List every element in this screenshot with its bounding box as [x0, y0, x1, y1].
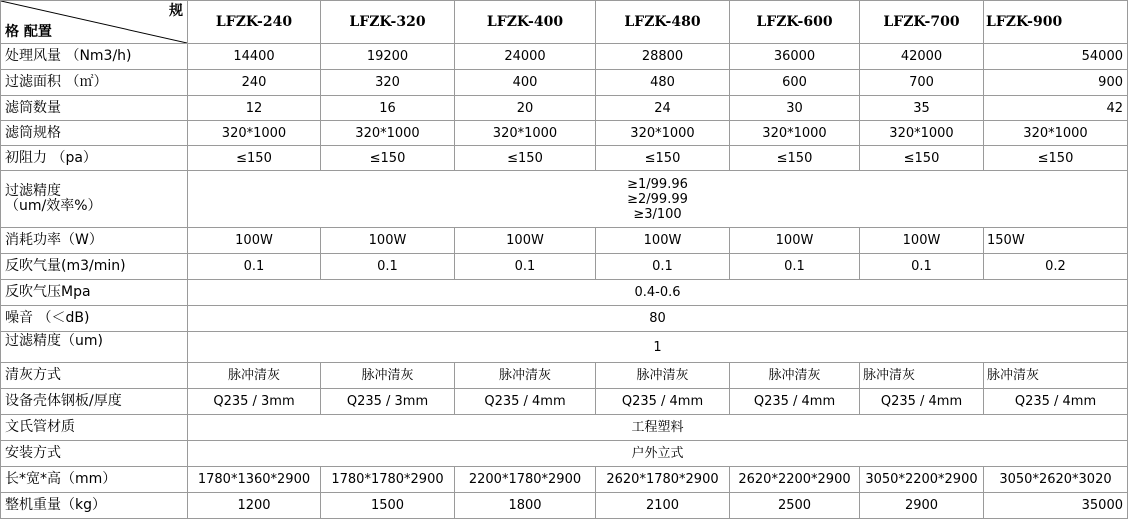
table-cell: 100W: [321, 228, 455, 254]
table-row: [1, 121, 1128, 146]
table-cell: ≤150: [860, 146, 984, 171]
table-cell: 54000: [984, 44, 1128, 70]
table-row: [1, 96, 1128, 121]
table-cell: 脉冲清灰: [596, 363, 730, 389]
table-cell: 28800: [596, 44, 730, 70]
table-cell: 2200*1780*2900: [455, 467, 596, 493]
table-cell: 320*1000: [321, 121, 455, 146]
table-cell: ≤150: [596, 146, 730, 171]
table-cell: 100W: [860, 228, 984, 254]
table-cell: 100W: [596, 228, 730, 254]
table-cell: ≤150: [455, 146, 596, 171]
row-label: 处理风量 （Nm3/h): [1, 44, 188, 70]
table-cell: Q235 / 4mm: [596, 389, 730, 415]
table-cell: 30: [730, 96, 860, 121]
table-cell: 0.2: [984, 254, 1128, 280]
merged-cell: 0.4-0.6: [188, 280, 1128, 306]
table-cell: 1780*1780*2900: [321, 467, 455, 493]
table-row: [1, 280, 1128, 306]
table-cell: 700: [860, 70, 984, 96]
merged-line: ≥2/99.99: [627, 191, 688, 207]
table-row: [1, 44, 1128, 70]
table-cell: ≤150: [321, 146, 455, 171]
model-header: LFZK-900: [984, 1, 1128, 44]
row-label: 滤筒数量: [1, 96, 188, 121]
table-cell: 24000: [455, 44, 596, 70]
table-cell: 42000: [860, 44, 984, 70]
table-cell: 100W: [455, 228, 596, 254]
model-header: LFZK-480: [596, 1, 730, 44]
row-label: 过滤精度（um): [1, 332, 188, 363]
table-cell: 320*1000: [860, 121, 984, 146]
table-cell: Q235 / 3mm: [321, 389, 455, 415]
table-row: [1, 467, 1128, 493]
table-cell: ≤150: [730, 146, 860, 171]
table-cell: 1800: [455, 493, 596, 519]
table-cell: 35000: [984, 493, 1128, 519]
table-cell: 16: [321, 96, 455, 121]
table-cell: 脉冲清灰: [455, 363, 596, 389]
table-cell: 320*1000: [455, 121, 596, 146]
table-cell: 12: [188, 96, 321, 121]
merged-cell: [188, 171, 1128, 228]
table-cell: 2900: [860, 493, 984, 519]
row-label: 整机重量（kg）: [1, 493, 188, 519]
table-cell: ≤150: [984, 146, 1128, 171]
row-label: [1, 171, 188, 228]
table-cell: 320*1000: [730, 121, 860, 146]
table-cell: 2620*1780*2900: [596, 467, 730, 493]
row-label: 过滤面积 （㎡）: [1, 70, 188, 96]
table-cell: 600: [730, 70, 860, 96]
row-label: 长*宽*高（mm）: [1, 467, 188, 493]
table-cell: 150W: [984, 228, 1128, 254]
table-cell: 2100: [596, 493, 730, 519]
corner-bottom-label: 格 配置: [5, 24, 52, 40]
table-cell: 脉冲清灰: [984, 363, 1128, 389]
corner-top-label: 规: [169, 3, 183, 19]
table-cell: 100W: [730, 228, 860, 254]
model-header: LFZK-700: [860, 1, 984, 44]
table-cell: Q235 / 4mm: [860, 389, 984, 415]
merged-cell: 工程塑料: [188, 415, 1128, 441]
table-row: [1, 332, 1128, 363]
table-cell: 320*1000: [188, 121, 321, 146]
table-row: [1, 146, 1128, 171]
table-cell: ≤150: [188, 146, 321, 171]
table-cell: 400: [455, 70, 596, 96]
table-cell: 3050*2620*3020: [984, 467, 1128, 493]
merged-line: ≥3/100: [633, 206, 682, 222]
table-cell: Q235 / 4mm: [455, 389, 596, 415]
table-cell: Q235 / 4mm: [730, 389, 860, 415]
merged-cell: 户外立式: [188, 441, 1128, 467]
table-cell: 2500: [730, 493, 860, 519]
table-cell: 0.1: [321, 254, 455, 280]
model-header: LFZK-320: [321, 1, 455, 44]
table-cell: 1200: [188, 493, 321, 519]
merged-cell: 80: [188, 306, 1128, 332]
row-label: 噪音 （＜dB): [1, 306, 188, 332]
model-header: LFZK-600: [730, 1, 860, 44]
row-label: 清灰方式: [1, 363, 188, 389]
table-row: [1, 171, 1128, 228]
model-header: LFZK-240: [188, 1, 321, 44]
table-cell: 0.1: [188, 254, 321, 280]
table-cell: 14400: [188, 44, 321, 70]
table-row: [1, 415, 1128, 441]
table-cell: 1780*1360*2900: [188, 467, 321, 493]
model-header: LFZK-400: [455, 1, 596, 44]
table-row: [1, 441, 1128, 467]
header-row: [1, 1, 1128, 44]
table-cell: 3050*2200*2900: [860, 467, 984, 493]
table-cell: 35: [860, 96, 984, 121]
row-label: 滤筒规格: [1, 121, 188, 146]
table-row: [1, 70, 1128, 96]
table-cell: 19200: [321, 44, 455, 70]
row-label: 消耗功率（W）: [1, 228, 188, 254]
table-cell: 480: [596, 70, 730, 96]
table-cell: 0.1: [455, 254, 596, 280]
merged-cell: 1: [188, 332, 1128, 363]
table-row: [1, 363, 1128, 389]
table-row: [1, 254, 1128, 280]
table-cell: 0.1: [730, 254, 860, 280]
table-cell: 脉冲清灰: [188, 363, 321, 389]
row-label: 安装方式: [1, 441, 188, 467]
table-cell: 0.1: [860, 254, 984, 280]
row-label: 反吹气压Mpa: [1, 280, 188, 306]
corner-cell: [1, 1, 188, 44]
table-row: [1, 389, 1128, 415]
row-label: 反吹气量(m3/min): [1, 254, 188, 280]
row-label: 文氏管材质: [1, 415, 188, 441]
table-row: [1, 493, 1128, 519]
table-cell: 24: [596, 96, 730, 121]
table-cell: 100W: [188, 228, 321, 254]
table-cell: 320*1000: [596, 121, 730, 146]
row-label: 初阻力 （pa）: [1, 146, 188, 171]
table-cell: 42: [984, 96, 1128, 121]
table-cell: 1500: [321, 493, 455, 519]
merged-line: ≥1/99.96: [627, 176, 688, 192]
table-cell: 320*1000: [984, 121, 1128, 146]
table-cell: 脉冲清灰: [860, 363, 984, 389]
row-label-line: （um/效率%）: [5, 198, 102, 214]
table-row: [1, 228, 1128, 254]
table-row: [1, 306, 1128, 332]
table-cell: 240: [188, 70, 321, 96]
table-cell: 20: [455, 96, 596, 121]
table-cell: 900: [984, 70, 1128, 96]
row-label: 设备壳体钢板/厚度: [1, 389, 188, 415]
table-cell: 脉冲清灰: [321, 363, 455, 389]
row-label-line: 过滤精度: [5, 183, 61, 199]
table-cell: 36000: [730, 44, 860, 70]
table-cell: 脉冲清灰: [730, 363, 860, 389]
table-cell: 0.1: [596, 254, 730, 280]
table-cell: Q235 / 4mm: [984, 389, 1128, 415]
table-cell: 320: [321, 70, 455, 96]
table-cell: Q235 / 3mm: [188, 389, 321, 415]
table-cell: 2620*2200*2900: [730, 467, 860, 493]
